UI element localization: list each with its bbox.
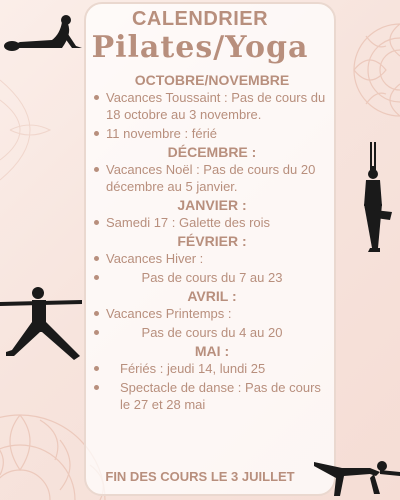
mandala-decoration-icon — [0, 60, 90, 200]
section-heading: MAI : — [194, 343, 230, 359]
list-item: Samedi 17 : Galette des rois — [92, 214, 332, 231]
yoga-warrior-pose-silhouette-icon — [0, 284, 84, 360]
list-item-continuation: Pas de cours du 4 au 20 — [92, 324, 332, 341]
section-list — [92, 305, 332, 341]
section-heading: DÉCEMBRE : — [167, 144, 257, 160]
section-list — [92, 250, 332, 286]
yoga-cobra-silhouette-icon — [2, 14, 84, 54]
section-list — [92, 214, 332, 231]
list-item: Fériés : jeudi 14, lundi 25 — [92, 360, 332, 377]
list-item: 11 novembre : férié — [92, 125, 332, 142]
footer-text: FIN DES COURS LE 3 JUILLET — [105, 469, 295, 484]
section-list — [92, 360, 332, 413]
pilates-kneeling-silhouette-icon — [314, 454, 400, 498]
list-item: Vacances Toussaint : Pas de cours du 18 octobre au 3 novembre. — [92, 89, 332, 123]
section-heading: AVRIL : — [187, 288, 237, 304]
section-list — [92, 89, 332, 142]
page-title: CALENDRIER — [131, 8, 269, 30]
section-heading: OCTOBRE/NOVEMBRE — [134, 72, 290, 88]
list-item-continuation: Pas de cours du 7 au 23 — [92, 269, 332, 286]
list-item: Vacances Noël : Pas de cours du 20 décembre au 5 janvier. — [92, 161, 332, 195]
yoga-tree-pose-silhouette-icon — [352, 140, 394, 252]
list-item: Spectacle de danse : Pas de cours le 27 et 28 mai — [92, 379, 332, 413]
section-heading: FÉVRIER : — [177, 233, 247, 249]
list-item: Vacances Hiver : — [92, 250, 332, 267]
section-heading: JANVIER : — [177, 197, 247, 213]
page-subtitle: Pilates/Yoga — [91, 30, 309, 65]
section-list — [92, 161, 332, 195]
list-item: Vacances Printemps : — [92, 305, 332, 322]
calendar-content — [92, 72, 332, 415]
